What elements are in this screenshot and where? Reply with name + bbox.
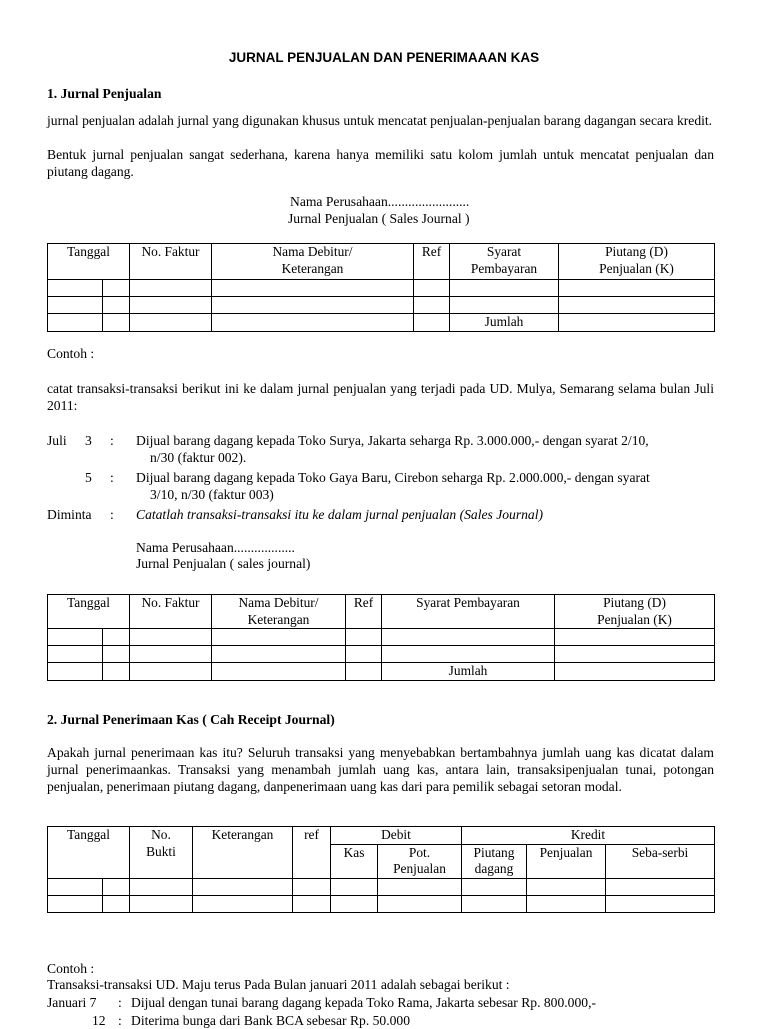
transaction-text-line1: Dijual barang dagang kepada Toko Surya, Jakarta seharga Rp. 3.000.000,- dengan syarat 2/10, — [136, 433, 649, 448]
table-row — [48, 646, 715, 663]
header-piutang-line2: Penjualan (K) — [599, 260, 674, 276]
example-label-2: Contoh : — [47, 961, 95, 976]
transaction-separator: : — [118, 1013, 122, 1028]
header-bukti-line: Bukti — [146, 843, 176, 859]
table-total-row — [48, 663, 715, 681]
section2-heading: 2. Jurnal Penerimaan Kas ( Cah Receipt Journal) — [47, 712, 335, 727]
header-piutang-line2: Penjualan (K) — [597, 611, 672, 627]
cash-receipt-journal-table — [47, 826, 715, 913]
header-pot-penjualan — [378, 844, 462, 878]
header-debit: Debit — [331, 827, 462, 845]
header-kredit: Kredit — [462, 827, 715, 845]
asked-label: Diminta — [47, 507, 92, 522]
sales-journal-template-table — [47, 243, 715, 332]
transaction-separator: : — [110, 433, 114, 448]
header-pot-line: Pot. — [408, 844, 431, 860]
header-syarat — [450, 244, 559, 280]
company-name-line-2: Nama Perusahaan.................. — [136, 540, 295, 555]
section1-para2: Bentuk jurnal penjualan sangat sederhana, karena hanya memiliki satu kolom jumlah untuk mencatat penjualan dan piutang dagang. — [47, 147, 714, 179]
table-row — [48, 297, 715, 314]
header-tanggal: Tanggal — [48, 827, 130, 879]
header-nama-debitur — [212, 244, 414, 280]
example-intro: catat transaksi-transaksi berikut ini ke dalam jurnal penjualan yang terjadi pada UD. Mulya, Semarang selama bulan Juli 2011: — [47, 381, 714, 413]
header-no-faktur: No. Faktur — [130, 595, 212, 629]
transaction-text-line2: n/30 (faktur 002). — [150, 450, 247, 465]
transaction-text: Diterima bunga dari Bank BCA sebesar Rp. 50.000 — [131, 1013, 411, 1028]
header-piutang-dagang — [462, 844, 527, 878]
example-label: Contoh : — [47, 346, 95, 361]
section1-para1: jurnal penjualan adalah jurnal yang digunakan khusus untuk mencatat penjualan-penjualan barang dagangan secara kredit. — [47, 113, 713, 128]
header-tanggal: Tanggal — [48, 595, 130, 629]
header-syarat-pembayaran: Syarat Pembayaran — [382, 595, 555, 629]
transaction-text: Dijual dengan tunai barang dagang kepada Toko Rama, Jakarta sebesar Rp. 800.000,- — [131, 995, 596, 1010]
table-row — [48, 280, 715, 297]
header-piutang-line: Piutang — [473, 844, 515, 860]
asked-separator: : — [110, 507, 114, 522]
company-name-line: Nama Perusahaan........................ — [290, 194, 470, 209]
header-dagang-line: dagang — [474, 861, 514, 876]
total-label: Jumlah — [382, 663, 555, 681]
example-intro-2: Transaksi-transaksi UD. Maju terus Pada Bulan januari 2011 adalah sebagai berikut : — [47, 977, 510, 992]
header-keterangan: Keterangan — [193, 827, 293, 879]
header-tanggal: Tanggal — [48, 244, 130, 280]
transaction-date: Januari 7 — [47, 995, 97, 1010]
document-title: JURNAL PENJUALAN DAN PENERIMAAAN KAS — [228, 50, 540, 65]
transaction-day: 5 — [85, 470, 92, 485]
header-no-faktur: No. Faktur — [130, 244, 212, 280]
header-syarat-line2: Pembayaran — [470, 260, 538, 276]
asked-text: Catatlah transaksi-transaksi itu ke dalam jurnal penjualan (Sales Journal) — [136, 507, 544, 522]
header-ref: ref — [293, 827, 331, 879]
header-syarat-line1: Syarat — [486, 244, 522, 259]
header-pot-penjualan-line: Penjualan — [393, 861, 446, 876]
transaction-date: 12 — [92, 1013, 106, 1028]
table-total-row — [48, 314, 715, 332]
section2-para: Apakah jurnal penerimaan kas itu? Seluruh transaksi yang menyebabkan bertambahnya jumlah uang kas dicatat dalam jurnal penerimaankas. Transaksi yang menambah jumlah uang kas, antara lain, transaksipenjualan tunai, potongan penjualan, penerimaan piutang dagang, danpenerimaan uang kas dari para pemilik sebagai setoran modal. — [47, 745, 714, 794]
header-nama-debitur — [212, 595, 346, 629]
header-nama-debitur-line1: Nama Debitur/ — [272, 244, 353, 259]
total-label: Jumlah — [450, 314, 559, 332]
journal-name-line: Jurnal Penjualan ( Sales Journal ) — [288, 211, 470, 226]
transaction-text-line2: 3/10, n/30 (faktur 003) — [150, 487, 274, 502]
table-row — [48, 878, 715, 895]
sales-journal-exercise-table — [47, 594, 715, 681]
header-no-line: No. — [151, 827, 171, 842]
header-seba-serbi: Seba-serbi — [606, 844, 715, 878]
header-penjualan: Penjualan — [527, 844, 606, 878]
header-piutang — [559, 244, 715, 280]
section1-heading: 1. Jurnal Penjualan — [47, 86, 162, 101]
transaction-separator: : — [110, 470, 114, 485]
header-piutang-line1: Piutang (D) — [605, 244, 668, 259]
header-nama-debitur-line2: Keterangan — [281, 260, 344, 276]
header-piutang-line1: Piutang (D) — [603, 595, 666, 610]
transaction-day: 3 — [85, 433, 92, 448]
header-kas: Kas — [331, 844, 378, 878]
header-ref: Ref — [346, 595, 382, 629]
header-no-bukti — [130, 827, 193, 879]
transaction-separator: : — [118, 995, 122, 1010]
header-piutang — [555, 595, 715, 629]
transaction-text-line1: Dijual barang dagang kepada Toko Gaya Baru, Cirebon seharga Rp. 2.000.000,- dengan syarat — [136, 470, 650, 485]
transaction-month: Juli — [47, 433, 67, 448]
table-row — [48, 895, 715, 912]
journal-name-line-2: Jurnal Penjualan ( sales journal) — [136, 556, 311, 571]
header-ref: Ref — [414, 244, 450, 280]
table-row — [48, 629, 715, 646]
header-nama-debitur-line2: Keterangan — [247, 611, 310, 627]
header-nama-debitur-line1: Nama Debitur/ — [238, 595, 319, 610]
